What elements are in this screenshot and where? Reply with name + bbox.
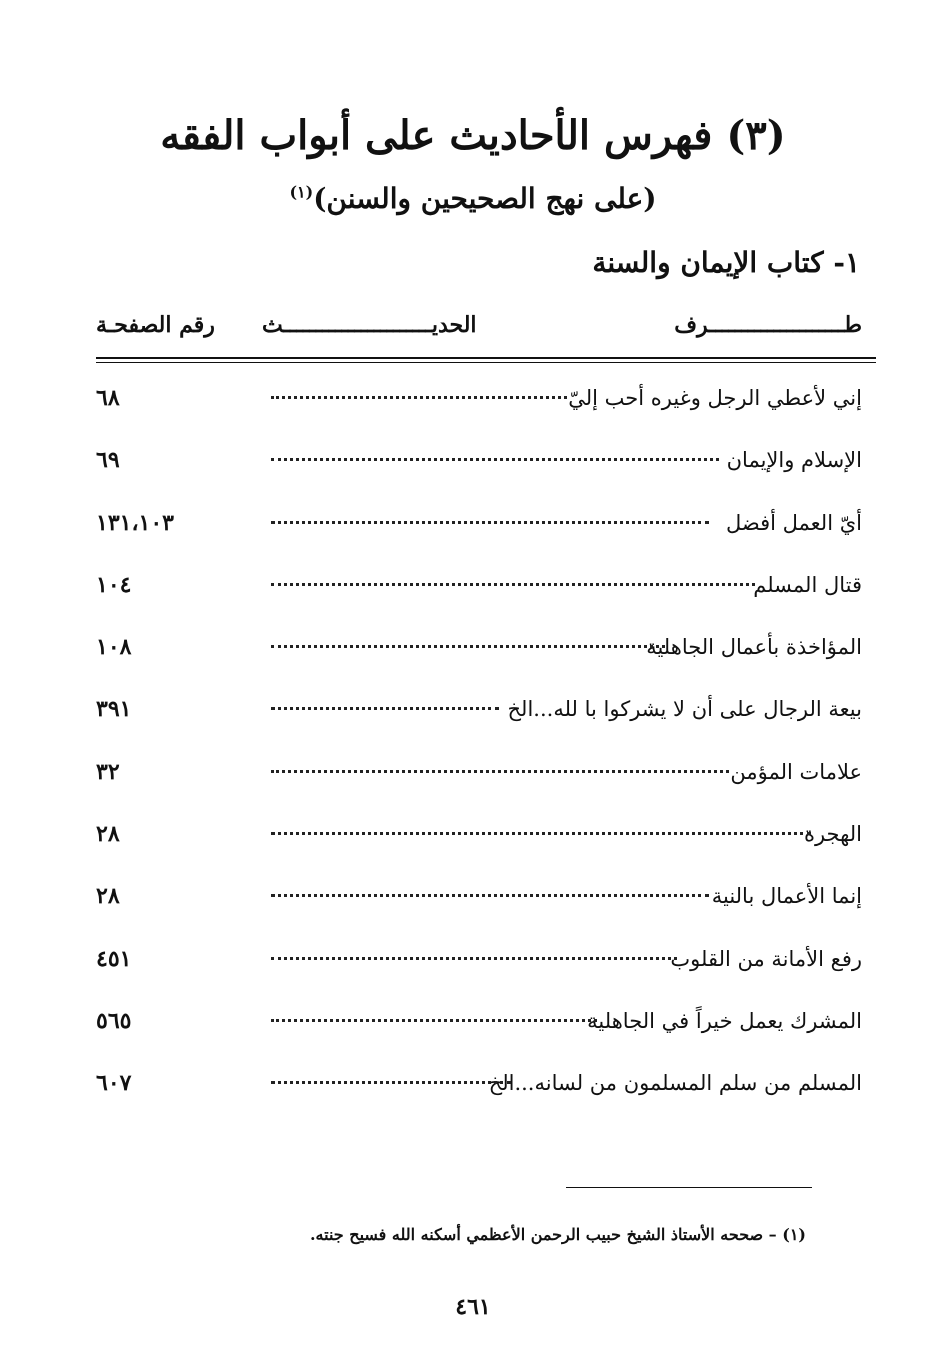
table-row [96,1063,862,1125]
page-reference: ٣٢ [96,758,120,785]
index-table [96,378,862,1126]
footnote: (١) – صححه الأستاذ الشيخ حبيب الرحمن الأعظمي أسكنه الله فسيح جنته. [309,1225,806,1244]
hadith-text: الهجرة [803,822,862,847]
hadith-text: قتال المسلم [753,572,862,597]
leader-dots [271,645,665,652]
section-heading: ١- كتاب الإيمان والسنة [592,246,860,279]
leader-dots [271,770,729,777]
table-row [96,876,862,938]
hadith-text: إنما الأعمال بالنية [711,884,862,909]
leader-dots [271,521,709,528]
hadith-text: رفع الأمانة من القلوب [670,946,862,971]
page-subtitle [0,182,946,215]
hadith-text: أيّ العمل أفضل [725,510,862,535]
table-row [96,627,862,689]
table-row [96,939,862,1001]
table-row [96,814,862,876]
page-reference: ٢٨ [96,883,120,910]
page-reference: ٤٥١ [96,945,132,972]
leader-dots [271,707,499,714]
hadith-text: الإسلام والإيمان [726,448,862,473]
page-reference: ٥٦٥ [96,1007,132,1034]
hadith-text: المشرك يعمل خيراً في الجاهلية [587,1008,862,1033]
page-reference: ٦٠٧ [96,1070,132,1097]
page-number: ٤٦١ [455,1294,491,1320]
page-title: (٣) فهرس الأحاديث على أبواب الفقه [160,112,786,159]
hadith-text: المسلم من سلم المسلمون من لسانه...الخ [488,1071,862,1096]
table-row [96,440,862,502]
subtitle-text: (على نهج الصحيحين والسنن) [313,182,657,215]
hadith-text: إني لأعطي الرجل وغيره أحب إليّ [568,386,862,410]
column-header-page: رقم الصفحـة [96,312,215,338]
leader-dots [271,1019,597,1026]
page-reference: ٦٨ [96,385,120,411]
table-row [96,378,862,440]
page-reference: ٢٨ [96,821,120,848]
page-reference: ٦٩ [96,447,120,474]
header-rule-thin [96,362,876,363]
leader-dots [271,396,567,403]
table-row [96,752,862,814]
leader-dots [271,894,709,901]
page-reference: ٣٩١ [96,696,132,723]
leader-dots [271,1081,511,1088]
column-headers [96,312,862,352]
table-row [96,1001,862,1063]
leader-dots [271,583,755,590]
table-row [96,503,862,565]
hadith-text: المؤاخذة بأعمال الجاهلية [646,635,862,660]
leader-dots [271,458,719,465]
hadith-text: بيعة الرجال على أن لا يشركوا با لله...الخ [507,697,862,722]
page-reference: ١٠٨ [96,634,132,661]
table-row [96,689,862,751]
leader-dots [271,957,677,964]
hadith-text: علامات المؤمن [730,759,862,784]
page-reference: ١٣١،١٠٣ [96,509,174,536]
table-row [96,565,862,627]
footnote-rule [566,1187,812,1188]
subtitle-footnote-marker: (١) [289,182,314,202]
leader-dots [271,832,811,839]
page-reference: ١٠٤ [96,571,132,598]
column-header-hadith: طـــــــــــــــــــــرف الحديـــــــــــــــــــــــث [262,312,862,338]
header-rule-thick [96,357,876,359]
